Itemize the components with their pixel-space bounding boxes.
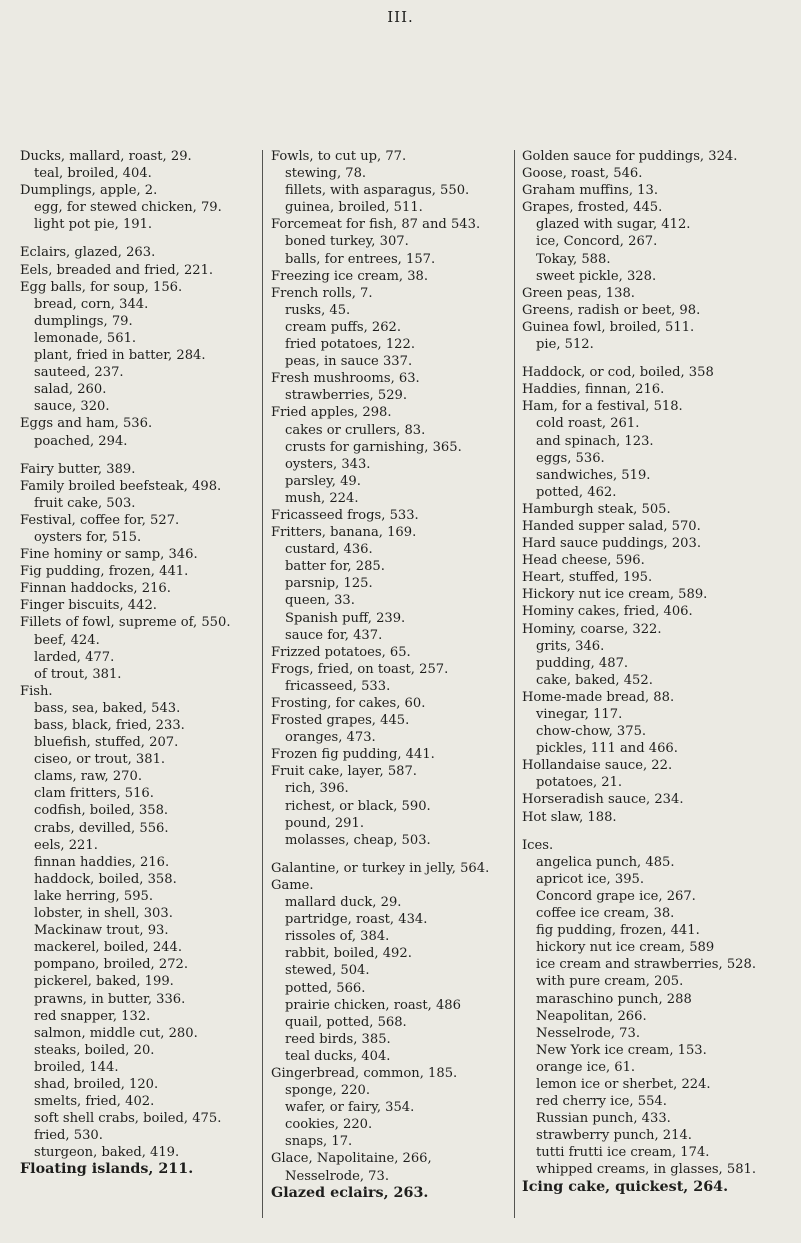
index-entry: Frizzed potatoes, 65. <box>271 644 411 660</box>
index-subentry: strawberries, 529. <box>285 388 408 404</box>
index-entry: Eclairs, glazed, 263. <box>20 245 156 261</box>
index-subentry: hickory nut ice cream, 589 <box>536 940 715 956</box>
index-subentry: bluefish, stuffed, 207. <box>34 735 179 751</box>
index-subentry: soft shell crabs, boiled, 475. <box>34 1111 222 1127</box>
index-subentry: pickerel, baked, 199. <box>34 974 174 990</box>
index-subentry: pickles, 111 and 466. <box>536 741 678 757</box>
index-subentry: bass, black, fried, 233. <box>34 718 185 733</box>
index-subentry: chow-chow, 375. <box>536 724 647 740</box>
index-entry: French rolls, 7. <box>271 285 373 301</box>
index-subentry: haddock, boiled, 358. <box>34 871 177 887</box>
index-entry: Frogs, fried, on toast, 257. <box>271 661 449 677</box>
index-subentry: sandwiches, 519. <box>536 467 651 483</box>
index-subentry: fig pudding, frozen, 441. <box>536 923 700 939</box>
index-subentry: and spinach, 123. <box>536 433 654 449</box>
index-subentry: Nesselrode, 73. <box>285 1168 390 1184</box>
index-entry: Festival, coffee for, 527. <box>20 512 180 528</box>
index-entry: Icing cake, quickest, 264. <box>522 1178 729 1195</box>
index-subentry: sauteed, 237. <box>34 365 124 381</box>
index-subentry: fruit cake, 503. <box>34 495 136 511</box>
index-subentry: tutti frutti ice cream, 174. <box>536 1145 710 1161</box>
index-subentry: codfish, boiled, 358. <box>34 803 169 819</box>
index-subentry: angelica punch, 485. <box>536 854 675 870</box>
index-subentry: crabs, devilled, 556. <box>34 820 169 836</box>
index-subentry: parsley, 49. <box>285 473 361 489</box>
index-entry: Fowls, to cut up, 77. <box>271 149 407 164</box>
index-entry: Goose, roast, 546. <box>522 166 643 182</box>
index-entry: Heart, stuffed, 195. <box>522 570 653 586</box>
index-entry: Guinea fowl, broiled, 511. <box>522 319 695 335</box>
index-entry: Fried apples, 298. <box>271 405 392 421</box>
index-subentry: Mackinaw trout, 93. <box>34 923 169 939</box>
index-entry: Finnan haddocks, 216. <box>20 581 171 597</box>
index-entry: Family broiled beefsteak, 498. <box>20 478 222 494</box>
index-subentry: boned turkey, 307. <box>285 234 409 250</box>
index-subentry: red snapper, 132. <box>34 1008 151 1024</box>
index-subentry: Nesselrode, 73. <box>536 1025 641 1041</box>
index-subentry: vinegar, 117. <box>536 707 623 722</box>
index-subentry: smelts, fried, 402. <box>34 1094 155 1110</box>
index-entry: Game. <box>271 877 314 893</box>
index-entry: Dumplings, apple, 2. <box>20 183 158 199</box>
index-subentry: broiled, 144. <box>34 1059 119 1075</box>
index-subentry: dumplings, 79. <box>34 313 133 329</box>
index-subentry: salmon, middle cut, 280. <box>34 1025 198 1041</box>
index-subentry: sweet pickle, 328. <box>536 268 657 284</box>
index-subentry: poached, 294. <box>34 433 128 449</box>
index-subentry: Tokay, 588. <box>536 251 611 267</box>
index-subentry: partridge, roast, 434. <box>285 912 428 928</box>
index-subentry: ice cream and strawberries, 528. <box>536 957 756 973</box>
index-subentry: potatoes, 21. <box>536 775 623 791</box>
index-subentry: of trout, 381. <box>34 666 122 682</box>
index-entry: Grapes, frosted, 445. <box>522 200 663 216</box>
index-subentry: balls, for entrees, 157. <box>285 251 436 267</box>
index-subentry: batter for, 285. <box>285 559 385 575</box>
index-subentry: fried potatoes, 122. <box>285 337 416 353</box>
index-entry: Golden sauce for puddings, 324. <box>522 149 738 164</box>
index-entry: Home-made bread, 88. <box>522 689 675 705</box>
column-divider <box>262 150 263 1218</box>
index-subentry: Russian punch, 433. <box>536 1111 671 1127</box>
index-subentry: Concord grape ice, 267. <box>536 888 696 904</box>
index-subentry: shad, broiled, 120. <box>34 1076 159 1092</box>
index-entry: Fruit cake, layer, 587. <box>271 764 417 780</box>
index-subentry: plant, fried in batter, 284. <box>34 348 206 364</box>
index-subentry: sauce, 320. <box>34 399 110 415</box>
index-subentry: queen, 33. <box>285 593 355 609</box>
index-entry: Eels, breaded and fried, 221. <box>20 262 214 278</box>
index-subentry: maraschino punch, 288 <box>536 991 692 1007</box>
index-entry: Fricasseed frogs, 533. <box>271 507 419 523</box>
index-entry: Egg balls, for soup, 156. <box>20 279 183 295</box>
index-entry: Ducks, mallard, roast, 29. <box>20 149 192 164</box>
index-subentry: snaps, 17. <box>285 1134 353 1150</box>
index-subentry: ice, Concord, 267. <box>536 234 658 250</box>
index-subentry: eggs, 536. <box>536 450 605 466</box>
index-entry: Fairy butter, 389. <box>20 461 136 477</box>
index-subentry: steaks, boiled, 20. <box>34 1042 155 1058</box>
index-subentry: eels, 221. <box>34 837 98 853</box>
index-entry: Horseradish sauce, 234. <box>522 792 684 808</box>
index-subentry: pompano, broiled, 272. <box>34 957 189 973</box>
index-subentry: cold roast, 261. <box>536 416 640 432</box>
index-subentry: sturgeon, baked, 419. <box>34 1145 180 1161</box>
index-subentry: red cherry ice, 554. <box>536 1094 667 1110</box>
index-entry: Hickory nut ice cream, 589. <box>522 587 708 603</box>
index-subentry: rabbit, boiled, 492. <box>285 946 412 962</box>
index-subentry: egg, for stewed chicken, 79. <box>34 200 222 216</box>
index-subentry: oysters for, 515. <box>34 529 142 545</box>
index-entry: Freezing ice cream, 38. <box>271 268 429 284</box>
index-subentry: Spanish puff, 239. <box>285 610 406 626</box>
index-column-2 <box>271 148 511 1201</box>
index-subentry: beef, 424. <box>34 632 100 648</box>
index-subentry: strawberry punch, 214. <box>536 1128 692 1144</box>
index-entry: Fresh mushrooms, 63. <box>271 371 420 387</box>
index-subentry: pudding, 487. <box>536 655 629 671</box>
index-entry: Forcemeat for fish, 87 and 543. <box>271 217 481 233</box>
index-entry: Hollandaise sauce, 22. <box>522 758 673 774</box>
index-subentry: sauce for, 437. <box>285 627 383 643</box>
index-entry: Frosted grapes, 445. <box>271 713 410 729</box>
index-subentry: parsnip, 125. <box>285 576 373 592</box>
index-entry: Haddock, or cod, boiled, 358 <box>522 365 714 381</box>
index-subentry: oranges, 473. <box>285 730 376 746</box>
index-subentry: wafer, or fairy, 354. <box>285 1100 415 1116</box>
index-subentry: light pot pie, 191. <box>34 217 153 233</box>
index-subentry: New York ice cream, 153. <box>536 1042 707 1058</box>
index-subentry: whipped creams, in glasses, 581. <box>536 1162 757 1178</box>
index-subentry: rissoles of, 384. <box>285 929 390 945</box>
index-subentry: ciseo, or trout, 381. <box>34 752 166 768</box>
index-entry: Frosting, for cakes, 60. <box>271 696 426 711</box>
index-entry: Handed supper salad, 570. <box>522 518 701 534</box>
index-subentry: apricot ice, 395. <box>536 871 645 887</box>
index-entry: Eggs and ham, 536. <box>20 416 153 432</box>
index-subentry: glazed with sugar, 412. <box>536 217 691 233</box>
index-subentry: bread, corn, 344. <box>34 296 149 312</box>
index-subentry: mush, 224. <box>285 490 359 506</box>
index-entry: Frozen fig pudding, 441. <box>271 747 435 763</box>
index-subentry: Neapolitan, 266. <box>536 1008 647 1024</box>
index-subentry: guinea, broiled, 511. <box>285 200 423 216</box>
index-entry: Finger biscuits, 442. <box>20 598 157 614</box>
index-entry: Graham muffins, 13. <box>522 183 658 199</box>
index-subentry: grits, 346. <box>536 638 605 654</box>
index-subentry: lemon ice or sherbet, 224. <box>536 1076 711 1092</box>
index-subentry: fried, 530. <box>34 1128 103 1144</box>
index-column-1 <box>20 148 258 1177</box>
index-subentry: prairie chicken, roast, 486 <box>285 997 461 1013</box>
index-subentry: cakes or crullers, 83. <box>285 422 426 438</box>
index-entry: Ices. <box>522 837 554 853</box>
index-subentry: potted, 566. <box>285 980 366 996</box>
index-subentry: bass, sea, baked, 543. <box>34 700 181 716</box>
index-column-3 <box>522 148 785 1195</box>
index-subentry: mackerel, boiled, 244. <box>34 940 183 956</box>
index-subentry: clams, raw, 270. <box>34 769 142 785</box>
index-subentry: cookies, 220. <box>285 1117 373 1133</box>
index-subentry: pound, 291. <box>285 815 364 831</box>
index-subentry: molasses, cheap, 503. <box>285 832 431 848</box>
index-subentry: clam fritters, 516. <box>34 786 154 802</box>
index-entry: Fillets of fowl, supreme of, 550. <box>20 615 231 631</box>
index-subentry: quail, potted, 568. <box>285 1014 407 1030</box>
index-subentry: custard, 436. <box>285 542 373 558</box>
index-entry: Ham, for a festival, 518. <box>522 399 683 415</box>
index-subentry: sponge, 220. <box>285 1083 371 1099</box>
index-subentry: mallard duck, 29. <box>285 895 402 911</box>
index-entry: Haddies, finnan, 216. <box>522 382 665 398</box>
index-entry: Hard sauce puddings, 203. <box>522 536 702 552</box>
index-subentry: teal, broiled, 404. <box>34 166 152 182</box>
index-entry: Gingerbread, common, 185. <box>271 1065 458 1081</box>
index-entry: Floating islands, 211. <box>20 1161 194 1178</box>
column-divider <box>514 150 515 1218</box>
index-subentry: finnan haddies, 216. <box>34 854 170 870</box>
index-entry: Green peas, 138. <box>522 285 635 301</box>
index-subentry: larded, 477. <box>34 649 115 665</box>
index-subentry: richest, or black, 590. <box>285 798 431 814</box>
index-subentry: crusts for garnishing, 365. <box>285 439 462 455</box>
index-subentry: teal ducks, 404. <box>285 1048 391 1064</box>
index-entry: Hominy, coarse, 322. <box>522 621 662 637</box>
index-subentry: lemonade, 561. <box>34 330 137 346</box>
index-subentry: lake herring, 595. <box>34 888 154 904</box>
index-subentry: reed birds, 385. <box>285 1031 391 1047</box>
index-entry: Head cheese, 596. <box>522 553 645 569</box>
index-entry: Fish. <box>20 683 53 699</box>
index-entry: Hamburgh steak, 505. <box>522 501 671 517</box>
index-subentry: fricasseed, 533. <box>285 678 391 694</box>
index-entry: Fig pudding, frozen, 441. <box>20 564 189 580</box>
index-entry: Fritters, banana, 169. <box>271 525 417 541</box>
index-entry: Hot slaw, 188. <box>522 809 617 825</box>
page-number: III. <box>387 8 414 26</box>
index-subentry: cream puffs, 262. <box>285 319 402 335</box>
index-entry: Glazed eclairs, 263. <box>271 1184 429 1201</box>
index-entry: Greens, radish or beet, 98. <box>522 302 701 318</box>
index-entry: Hominy cakes, fried, 406. <box>522 604 693 620</box>
index-subentry: coffee ice cream, 38. <box>536 906 675 922</box>
index-subentry: stewed, 504. <box>285 963 370 979</box>
index-subentry: stewing, 78. <box>285 166 367 182</box>
index-entry: Glace, Napolitaine, 266, <box>271 1151 432 1167</box>
index-subentry: oysters, 343. <box>285 456 371 472</box>
index-subentry: orange ice, 61. <box>536 1059 636 1075</box>
index-subentry: peas, in sauce 337. <box>285 354 413 370</box>
index-subentry: rich, 396. <box>285 781 349 797</box>
index-subentry: fillets, with asparagus, 550. <box>285 183 470 199</box>
index-subentry: potted, 462. <box>536 484 617 500</box>
index-subentry: cake, baked, 452. <box>536 672 653 688</box>
index-subentry: salad, 260. <box>34 382 107 398</box>
index-entry: Galantine, or turkey in jelly, 564. <box>271 860 490 876</box>
index-subentry: pie, 512. <box>536 337 594 353</box>
index-subentry: lobster, in shell, 303. <box>34 906 173 922</box>
index-subentry: rusks, 45. <box>285 302 351 318</box>
index-entry: Fine hominy or samp, 346. <box>20 547 198 563</box>
index-subentry: prawns, in butter, 336. <box>34 991 186 1007</box>
index-subentry: with pure cream, 205. <box>536 974 684 990</box>
